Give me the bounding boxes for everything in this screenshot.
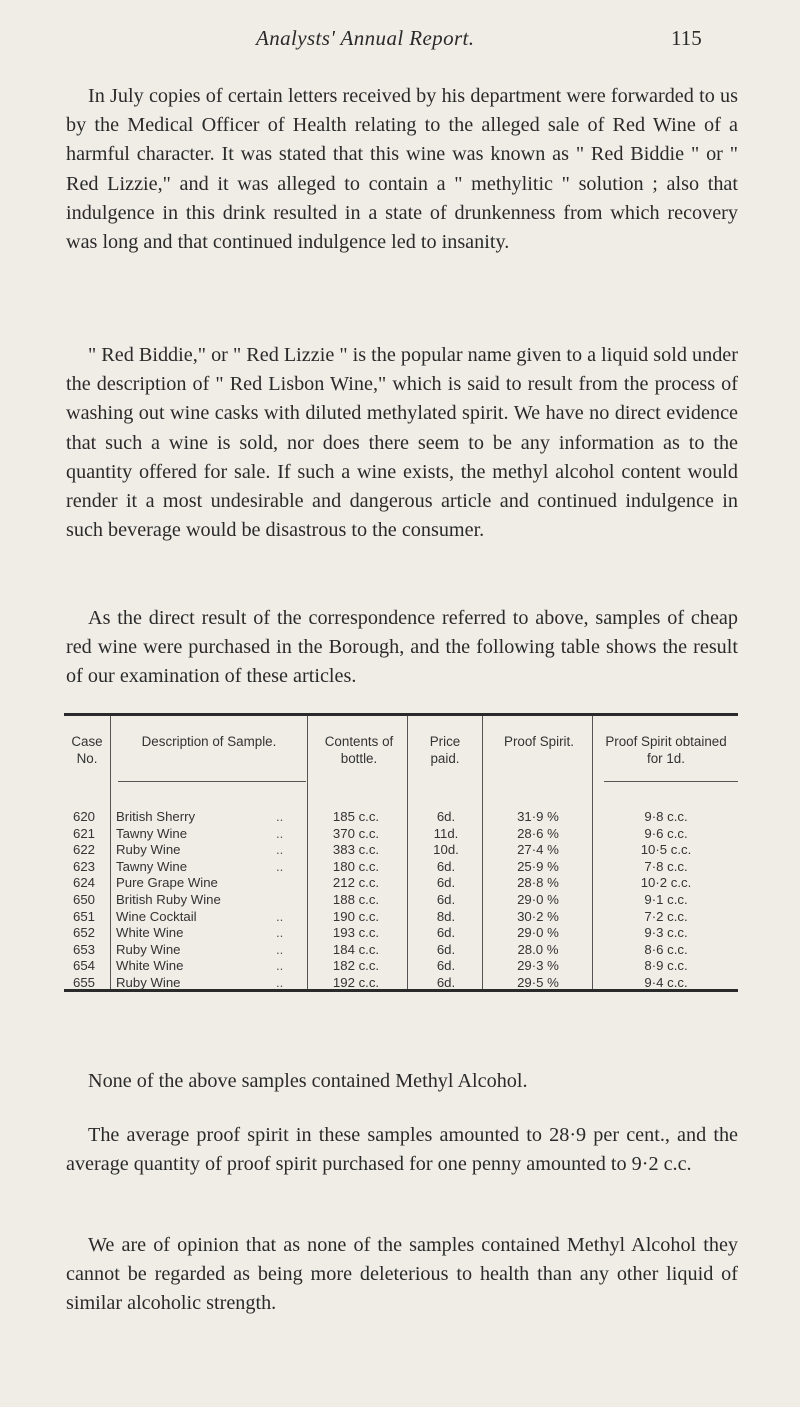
header-price: Price paid. (429, 734, 461, 766)
cell-description: White Wine (116, 925, 184, 941)
cell-contents: 188 c.c. (332, 892, 380, 907)
cell-proof-spirit: 29·3 % (517, 958, 559, 974)
cell-proof-spirit: 28.0 % (517, 941, 559, 957)
cell-price: 6d. (436, 809, 456, 824)
cell-description: Ruby Wine (116, 975, 181, 990)
cell-case-no: 624 (72, 875, 95, 891)
cell-proof-spirit: 30·2 % (517, 908, 559, 924)
cell-proof-per-penny: 10·5 c.c. (640, 842, 692, 858)
cell-proof-per-penny: 8·6 c.c. (644, 941, 688, 957)
cell-description: Tawny Wine (116, 858, 188, 874)
cell-price: 10d. (433, 842, 459, 858)
cell-contents: 185 c.c. (332, 809, 380, 824)
leader-dots: .. (276, 958, 284, 974)
table-bottom-rule (64, 989, 738, 992)
cell-price: 11d. (433, 825, 459, 841)
wine-samples-table (64, 713, 738, 991)
leader-dots: .. (276, 908, 284, 924)
cell-proof-spirit: 28·6 % (517, 825, 559, 841)
cell-contents: 182 c.c. (332, 958, 380, 974)
cell-price: 6d. (436, 875, 456, 891)
cell-description: British Sherry (116, 809, 196, 824)
paragraph-letters-received: In July copies of certain letters received by his department were forwarded to us by the Medical Officer of Health relating to the alleged sale of Red Wine of a harmful character. It was stated that this wine was known as " Red Biddie " or " Red Lizzie," and it was alleged to contain a " methylitic " solution ; also that indulgence in this drink resulted in a state of drunkenness from which recovery was long and that continued indulgence led to insanity. (66, 85, 738, 254)
cell-proof-spirit: 28·8 % (517, 875, 559, 891)
cell-contents: 212 c.c. (332, 875, 380, 891)
cell-contents: 370 c.c. (332, 825, 380, 841)
cell-proof-per-penny: 9·4 c.c. (644, 975, 688, 990)
cell-proof-per-penny: 10·2 c.c. (640, 875, 692, 891)
cell-proof-spirit: 31·9 % (517, 809, 559, 824)
cell-proof-per-penny: 9·1 c.c. (644, 892, 688, 907)
paragraph-average-proof: The average proof spirit in these samples amounted to 28·9 per cent., and the average quantity of proof spirit purchased for one penny amounted to 9·2 c.c. (66, 1124, 738, 1176)
cell-case-no: 622 (72, 842, 95, 858)
cell-contents: 184 c.c. (332, 941, 380, 957)
cell-price: 8d. (436, 908, 456, 924)
cell-case-no: 654 (72, 958, 95, 974)
cell-price: 6d. (436, 941, 456, 957)
cell-case-no: 620 (72, 809, 95, 824)
leader-dots: .. (276, 925, 284, 941)
header-underline (604, 781, 738, 782)
leader-dots: .. (276, 975, 284, 990)
cell-proof-spirit: 27·4 % (517, 842, 559, 858)
cell-case-no: 653 (72, 941, 95, 957)
cell-case-no: 651 (72, 908, 95, 924)
cell-contents: 190 c.c. (332, 908, 380, 924)
cell-price: 6d. (436, 958, 456, 974)
cell-price: 6d. (436, 925, 456, 941)
cell-case-no: 623 (72, 858, 95, 874)
cell-contents: 193 c.c. (332, 925, 380, 941)
leader-dots: .. (276, 842, 284, 858)
page-header (0, 26, 800, 56)
cell-proof-spirit: 29·0 % (517, 892, 559, 907)
column-divider (482, 716, 483, 989)
header-proof-spirit: Proof Spirit. (504, 734, 574, 749)
cell-proof-spirit: 29·5 % (517, 975, 559, 990)
cell-case-no: 652 (72, 925, 95, 941)
page-number: 115 (671, 26, 702, 50)
leader-dots: .. (276, 858, 284, 874)
cell-proof-spirit: 25·9 % (517, 858, 559, 874)
column-divider (307, 716, 308, 989)
cell-contents: 180 c.c. (332, 858, 380, 874)
cell-proof-per-penny: 9·3 c.c. (644, 925, 688, 941)
header-case-no: Case No. (71, 734, 103, 766)
cell-price: 6d. (436, 858, 456, 874)
cell-description: Wine Cocktail (116, 908, 197, 924)
leader-dots: .. (276, 809, 284, 824)
cell-description: Pure Grape Wine (116, 875, 218, 891)
cell-description: White Wine (116, 958, 184, 974)
column-divider (407, 716, 408, 989)
cell-contents: 383 c.c. (332, 842, 380, 858)
leader-dots: .. (276, 825, 284, 841)
header-contents: Contents of bottle. (324, 734, 394, 766)
cell-proof-per-penny: 8·9 c.c. (644, 958, 688, 974)
cell-case-no: 621 (72, 825, 95, 841)
cell-description: Ruby Wine (116, 941, 181, 957)
cell-description: Tawny Wine (116, 825, 188, 841)
cell-proof-spirit: 29·0 % (517, 925, 559, 941)
running-title: Analysts' Annual Report. (256, 26, 475, 50)
column-divider (110, 716, 111, 989)
paragraph-red-biddie-description: " Red Biddie," or " Red Lizzie " is the popular name given to a liquid sold under the description of " Red Lisbon Wine," which is said to result from the process of washing out wine casks with diluted methylated spirit. We have no direct evidence that such a wine is sold, nor does there seem to be any information as to the quantity offered for sale. If such a wine exists, the methyl alcohol content would render it a most undesirable and dangerous article and continued indulgence in such beverage would be disastrous to the consumer. (66, 344, 738, 542)
cell-proof-per-penny: 9·8 c.c. (644, 809, 688, 824)
cell-case-no: 655 (72, 975, 95, 990)
header-proof-spirit-per-penny: Proof Spirit obtained for 1d. (605, 734, 727, 766)
paragraph-samples-purchased: As the direct result of the correspondence referred to above, samples of cheap red wine were purchased in the Borough, and the following table shows the result of our examination of these articles. (66, 607, 738, 688)
cell-proof-per-penny: 7·8 c.c. (644, 858, 688, 874)
cell-case-no: 650 (72, 892, 95, 907)
cell-description: British Ruby Wine (116, 892, 221, 907)
column-divider (592, 716, 593, 989)
cell-proof-per-penny: 7·2 c.c. (644, 908, 688, 924)
table-top-rule (64, 713, 738, 716)
cell-proof-per-penny: 9·6 c.c. (644, 825, 688, 841)
paragraph-no-methyl: None of the above samples contained Methyl Alcohol. (88, 1070, 528, 1092)
paragraph-conclusion: We are of opinion that as none of the samples contained Methyl Alcohol they cannot be regarded as being more deleterious to health than any other liquid of similar alcoholic strength. (66, 1234, 738, 1315)
header-underline (118, 781, 306, 782)
leader-dots: .. (276, 941, 284, 957)
cell-price: 6d. (436, 975, 456, 990)
cell-contents: 192 c.c. (332, 975, 380, 990)
cell-price: 6d. (436, 892, 456, 907)
cell-description: Ruby Wine (116, 842, 181, 858)
header-description: Description of Sample. (141, 734, 277, 749)
